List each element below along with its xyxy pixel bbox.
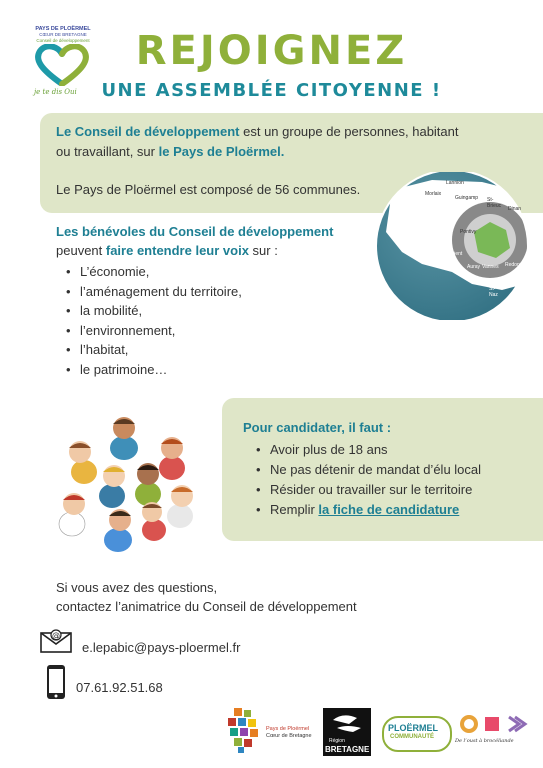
email-link[interactable]: e.lepabic@pays-ploermel.fr <box>82 640 241 655</box>
phone-icon <box>46 664 66 700</box>
map-label: Lorient <box>447 251 463 257</box>
volunteers-text-c: sur : <box>248 243 278 258</box>
list-item: • Avoir plus de 18 ans <box>256 440 536 460</box>
candidate-heading: Pour candidater, il faut : <box>243 420 392 435</box>
region-line1: Région <box>329 738 345 744</box>
intro-text1: est un groupe de personnes, habitant <box>239 124 459 139</box>
email-icon <box>40 629 72 653</box>
map-label: St-Brieuc <box>487 197 502 209</box>
list-item: • L’économie, <box>66 262 326 282</box>
map-label: St-Naz <box>489 286 498 298</box>
svg-text:@: @ <box>52 631 60 640</box>
mosaic-icon <box>226 706 266 754</box>
map-label: Morlaix <box>425 191 442 197</box>
volunteers-line2 <box>56 241 396 261</box>
map-label: Lannion <box>446 180 464 186</box>
questions-line2: contactez l’animatrice du Conseil de développement <box>56 599 357 614</box>
intro-bold2: le Pays de Ploërmel. <box>158 144 285 159</box>
map-label: Auray <box>467 264 481 270</box>
bird-icon <box>323 710 371 740</box>
list-item: • le patrimoine… <box>66 360 326 380</box>
map-label: Quimper <box>410 235 430 241</box>
list-item: • Résider ou travailler sur le territoire <box>256 480 536 500</box>
topics-list <box>66 262 326 379</box>
page-subtitle: UNE ASSEMBLÉE CITOYENNE ! <box>101 80 442 101</box>
logo-line2: CŒUR DE BRETAGNE <box>39 32 87 37</box>
region-line2: BRETAGNE <box>325 745 370 754</box>
intro-bold1: Le Conseil de développement <box>56 124 240 139</box>
intro-line1 <box>56 122 526 142</box>
oust-broceliande-logo <box>455 714 535 754</box>
logo-tagline: je te dis Oui <box>34 88 77 96</box>
list-item: • l’aménagement du territoire, <box>66 282 326 302</box>
intro-line2 <box>56 142 526 162</box>
logo-line1: PAYS DE PLOËRMEL <box>35 26 91 32</box>
list-item: • l’environnement, <box>66 321 326 341</box>
map-label: Guingamp <box>455 195 479 201</box>
oust-logo-text: De l’oust à brocéliande <box>455 738 514 744</box>
volunteers-text-b: faire entendre leur voix <box>105 243 249 258</box>
volunteers-text-a: peuvent <box>56 243 106 258</box>
ploermel-communaute-logo <box>382 712 450 752</box>
application-form-link[interactable]: la fiche de candidature <box>318 502 460 517</box>
people-illustration <box>52 412 212 562</box>
oust-shapes-icon <box>459 714 529 734</box>
pays-logo-line1: Pays de Ploërmel <box>266 726 310 732</box>
list-item: • la mobilité, <box>66 301 326 321</box>
region-bretagne-logo <box>323 708 371 756</box>
map-label: Vannes <box>482 264 499 270</box>
map-label: Pontivy <box>460 229 477 235</box>
list-item <box>256 500 536 520</box>
map-label: Redon <box>505 262 520 268</box>
map-label: Dinan <box>508 206 522 212</box>
pc-logo-line1: PLOËRMEL <box>388 723 439 733</box>
intro-communes: Le Pays de Ploërmel est composé de 56 communes. <box>56 182 361 197</box>
page-title: REJOIGNEZ <box>135 28 408 74</box>
questions-line1: Si vous avez des questions, <box>56 580 218 595</box>
candidate-requirements <box>256 440 536 520</box>
list-item: • Ne pas détenir de mandat d’élu local <box>256 460 536 480</box>
requirement-prefix: Remplir <box>270 502 319 517</box>
pays-ploermel-logo <box>226 706 316 756</box>
volunteers-heading: Les bénévoles du Conseil de développement <box>56 224 334 239</box>
intro-text2: ou travaillant, sur <box>56 144 159 159</box>
logo-line3: Conseil de développement <box>36 38 90 43</box>
list-item: • l’habitat, <box>66 340 326 360</box>
pc-logo-line2: COMMUNAUTÉ <box>390 734 434 740</box>
pays-logo-line2: Cœur de Bretagne <box>266 733 312 739</box>
phone-number: 07.61.92.51.68 <box>76 680 163 695</box>
